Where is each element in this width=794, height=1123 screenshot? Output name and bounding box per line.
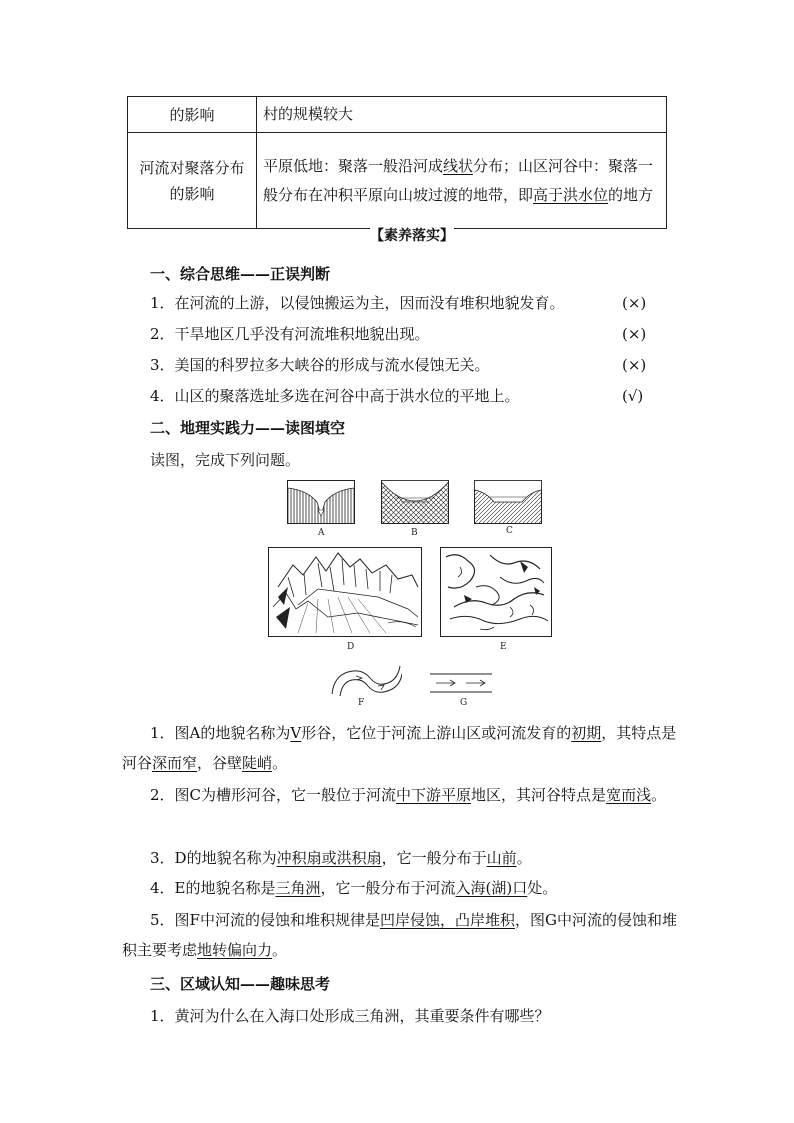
list-item: 4．山区的聚落选址多选在河谷中高于洪水位的平地上。 xyxy=(150,387,520,405)
answer-underline: 高于洪水位 xyxy=(533,185,609,204)
answer-underline: 入海(湖)口 xyxy=(455,879,528,897)
table-row xyxy=(128,97,667,133)
text-span: 。 xyxy=(651,786,667,804)
intro-text: 读图，完成下列问题。 xyxy=(150,451,301,469)
figure-label: C xyxy=(506,526,513,536)
answer-underline: 山前 xyxy=(486,849,517,867)
answer-underline: 中下游平原 xyxy=(396,786,472,804)
text-span: 。 xyxy=(516,849,532,867)
text-span: 平原低地：聚落一般沿河成 xyxy=(263,156,444,175)
table-cell: 的影响 xyxy=(128,97,257,133)
question-4 xyxy=(122,873,678,903)
answer-underline: 深而窄 xyxy=(152,754,198,772)
text-span: 5．图F中河流的侵蚀和堆积规律是 xyxy=(150,911,380,929)
figure-g-channel xyxy=(428,672,494,694)
figure-e-delta xyxy=(440,547,552,637)
figure-b-valley xyxy=(381,480,449,524)
text-span: 1．图A的地貌名称为 xyxy=(150,724,291,742)
table-cell: 村的规模较大 xyxy=(257,97,667,133)
text-span: ，图G中河流的侵蚀和堆积主要考虑 xyxy=(122,911,677,959)
question-3 xyxy=(122,843,678,873)
figure-label: A xyxy=(318,528,325,538)
figure-d-alluvial-fan xyxy=(268,547,422,637)
text-span: 。 xyxy=(272,754,288,772)
text-span: 分布；山区河谷中：聚落一般分布在冲积平原向山坡过渡的地带，即 xyxy=(263,156,654,204)
text-span: 的地方 xyxy=(608,185,654,204)
figure-label: G xyxy=(460,698,468,708)
section-heading: 一、综合思维——正误判断 xyxy=(150,265,331,283)
cell-line: 的影响 xyxy=(169,184,215,203)
cell-line: 河流对聚落分布 xyxy=(139,158,245,177)
figure-label: D xyxy=(347,642,355,652)
text-span: 形谷，它位于河流上游山区或河流发育的 xyxy=(301,724,572,742)
section-banner: 【素养落实】 xyxy=(370,224,454,248)
answer-mark: (×) xyxy=(622,356,647,374)
answer-underline: 初期 xyxy=(571,724,602,742)
table-cell xyxy=(128,133,257,229)
figure-label: E xyxy=(500,642,507,652)
list-item: 1．在河流的上游，以侵蚀搬运为主，因而没有堆积地貌发育。 xyxy=(150,294,565,312)
answer-underline: V xyxy=(290,724,302,742)
answer-underline: 冲积扇或洪积扇 xyxy=(276,849,382,867)
summary-table xyxy=(127,96,667,229)
answer-underline: 三角洲 xyxy=(275,879,321,897)
section-heading: 三、区域认知——趣味思考 xyxy=(150,975,331,993)
text-span: 地区，其河谷特点是 xyxy=(471,786,607,804)
text-span: ，它一般分布于河流 xyxy=(320,879,456,897)
answer-underline: 凹岸侵蚀，凸岸堆积 xyxy=(379,911,515,929)
figure-a-v-valley xyxy=(287,480,355,524)
answer-mark: (×) xyxy=(622,294,647,312)
list-item: 2．干旱地区几乎没有河流堆积地貌出现。 xyxy=(150,325,430,343)
answer-underline: 宽而浅 xyxy=(606,786,652,804)
text-span: 2．图C为槽形河谷，它一般位于河流 xyxy=(150,786,397,804)
figure-label: B xyxy=(411,528,418,538)
table-row xyxy=(128,133,667,229)
text-span: 4．E的地貌名称是 xyxy=(150,879,276,897)
answer-underline: 陡峭 xyxy=(242,754,273,772)
text-span: 3．D的地貌名称为 xyxy=(150,849,277,867)
answer-underline: 线状 xyxy=(443,156,474,175)
list-item: 1．黄河为什么在入海口处形成三角洲，其重要条件有哪些？ xyxy=(150,1007,550,1025)
text-span: 处。 xyxy=(527,879,558,897)
answer-underline: 地转偏向力 xyxy=(197,941,273,959)
text-span: ，其特点是河谷 xyxy=(122,724,677,772)
text-span: ，谷壁 xyxy=(197,754,243,772)
question-1 xyxy=(122,718,678,778)
question-2 xyxy=(122,780,678,810)
answer-mark: (×) xyxy=(622,325,647,343)
question-5 xyxy=(122,905,678,965)
text-span: 。 xyxy=(272,941,288,959)
answer-mark: (√) xyxy=(622,387,644,405)
section-heading: 二、地理实践力——读图填空 xyxy=(150,419,346,437)
list-item: 3．美国的科罗拉多大峡谷的形成与流水侵蚀无关。 xyxy=(150,356,490,374)
figure-c-trough-valley xyxy=(474,480,542,524)
figure-f-meander xyxy=(330,660,402,696)
table-cell xyxy=(257,133,667,229)
text-span: ，它一般分布于 xyxy=(381,849,487,867)
figure-label: F xyxy=(358,698,365,708)
